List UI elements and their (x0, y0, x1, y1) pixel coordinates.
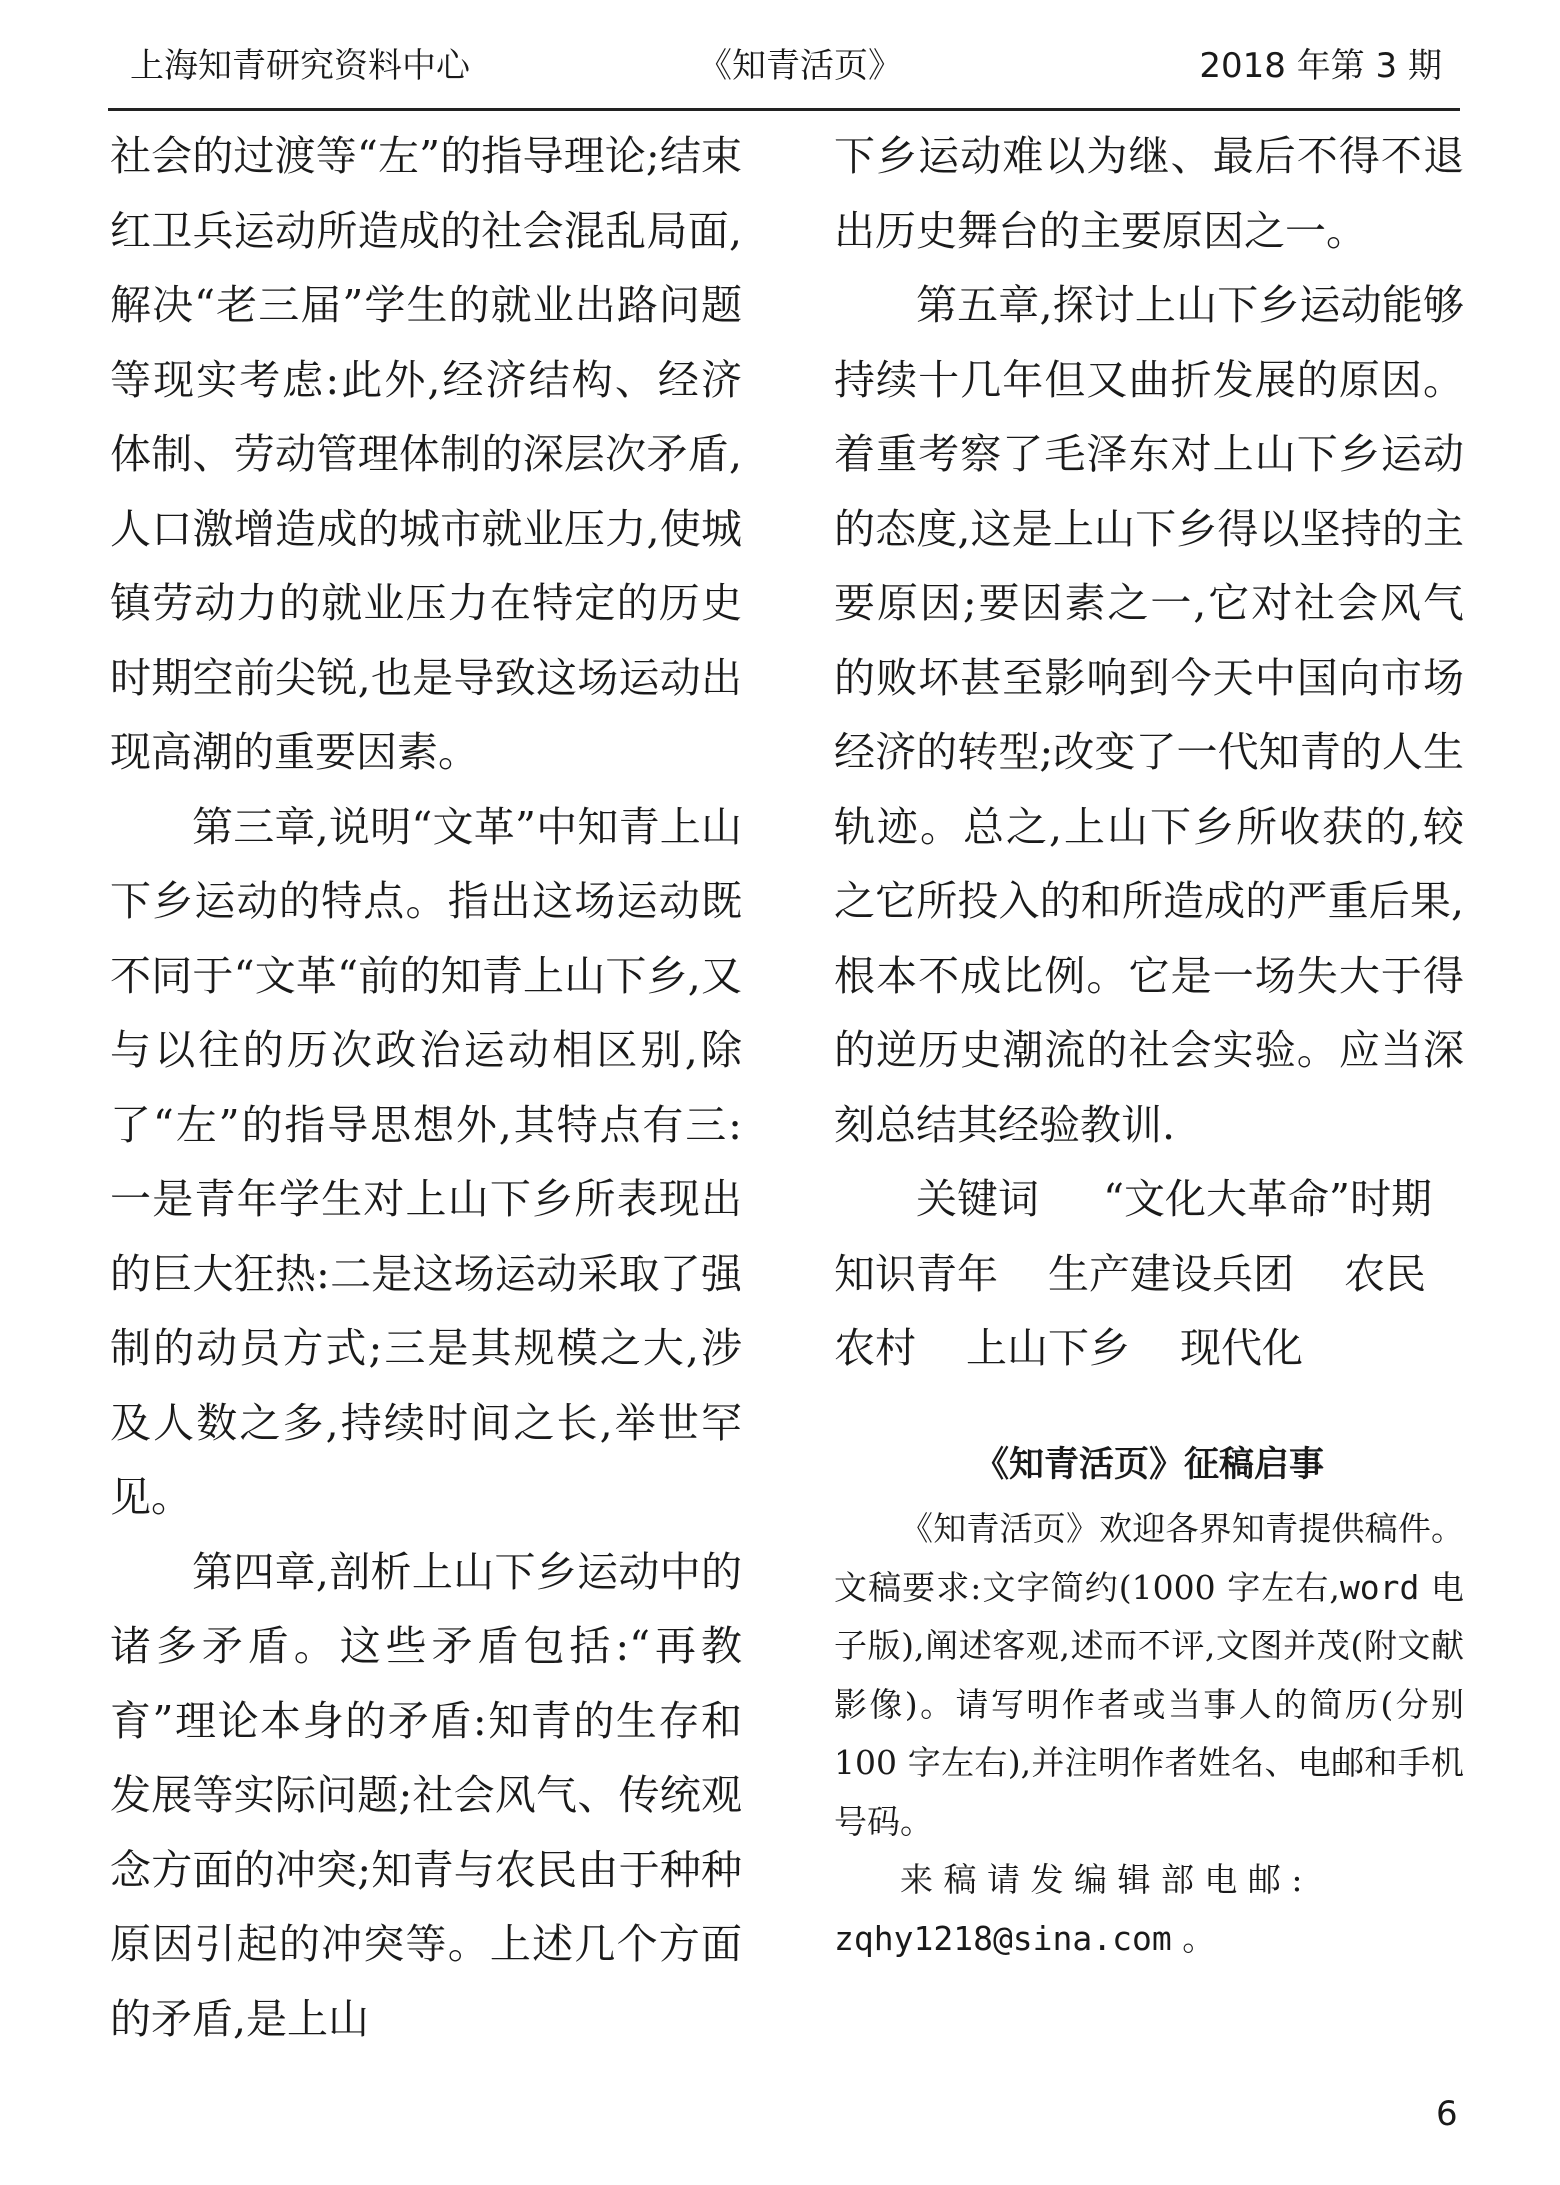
keyword-item: 知识青年 (834, 1249, 998, 1298)
notice-title: 《知青活页》征稿启事 (973, 1444, 1324, 1485)
notice-paragraph-1 (834, 1500, 1464, 1851)
page-header (108, 0, 1460, 111)
right-column (834, 119, 1464, 1386)
left-paragraph-1: 社会的过渡等“左”的指导理论;结束红卫兵运动所造成的社会混乱局面,解决“老三届”学生的就业出路问题等现实考虑:此外,经济结构、经济体制、劳动管理体制的深层次矛盾,人口激增造成的城市就业压力,使城镇劳动力的就业压力在特定的历史时期空前尖锐,也是导致这场运动出现高潮的重要因素。 (110, 132, 742, 776)
keyword-item: “文化大革命”时期 (1103, 1175, 1433, 1223)
submission-notice (834, 1440, 1464, 1968)
notice-text-a: 《知青活页》欢迎各界知青提供稿件。文稿要求:文字简约(1000 字左右, (834, 1509, 1464, 1607)
left-column (110, 119, 742, 2056)
page-number: 6 (1436, 2094, 1458, 2134)
notice-paragraph-2: 来 稿 请 发 编 辑 部 电 邮 : (900, 1860, 1303, 1899)
right-paragraph-1: 下乡运动难以为继、最后不得不退出历史舞台的主要原因之一。 (834, 132, 1464, 255)
left-paragraph-chapter-3: 第三章,说明“文革”中知青上山下乡运动的特点。指出这场运动既不同于“文革“前的知青上山下乡,又与以往的历次政治运动相区别,除了“左”的指导思想外,其特点有三:一是青年学生对上山下乡所表现出的巨大狂热:二是这场运动采取了强制的动员方式;三是其规模之大,涉及人数之多,持续时间之长,举世罕见。 (110, 802, 742, 1521)
header-org: 上海知青研究资料中心 (130, 46, 470, 86)
keyword-item: 农村 (834, 1324, 916, 1372)
keywords-line (834, 1162, 1464, 1386)
notice-email[interactable]: zqhy1218@sina.com (834, 1918, 1172, 1958)
keywords-label: 关键词 (916, 1175, 1039, 1223)
right-paragraph-chapter-5: 第五章,探讨上山下乡运动能够持续十几年但又曲折发展的原因。着重考察了毛泽东对上山下乡运动的态度,这是上山下乡得以坚持的主要原因;要因素之一,它对社会风气的败坏甚至影响到今天中国向市场经济的转型;改变了一代知青的人生轨迹。总之,上山下乡所收获的,较之它所投入的和所造成的严重后果,根本不成比例。它是一场失大于得的逆历史潮流的社会实验。应当深刻总结其经验教训. (834, 281, 1464, 1149)
header-publication: 《知青活页》 (698, 46, 902, 86)
keyword-item: 上山下乡 (966, 1324, 1130, 1372)
notice-text-c: 电子版),阐述客观,述而不评,文图并茂(附文献影像)。请写明作者或当事人的简历(分别 100 字左右),并注明作者姓名、电邮和手机号码。 (834, 1567, 1464, 1841)
header-issue: 2018 年第 3 期 (1199, 46, 1442, 86)
keyword-item: 现代化 (1180, 1324, 1303, 1372)
left-paragraph-chapter-4: 第四章,剖析上山下乡运动中的诸多矛盾。这些矛盾包括:“再教育”理论本身的矛盾:知青的生存和发展等实际问题;社会风气、传统观念方面的冲突;知青与农民由于种种原因引起的冲突等。上述几个方面的矛盾,是上山 (110, 1547, 742, 2043)
notice-text-word: word (1339, 1567, 1420, 1607)
notice-email-line (834, 1910, 1464, 1969)
notice-email-suffix: 。 (1171, 1918, 1216, 1958)
keyword-item: 生产建设兵团 (1048, 1249, 1294, 1298)
keyword-item: 农民 (1344, 1249, 1426, 1298)
